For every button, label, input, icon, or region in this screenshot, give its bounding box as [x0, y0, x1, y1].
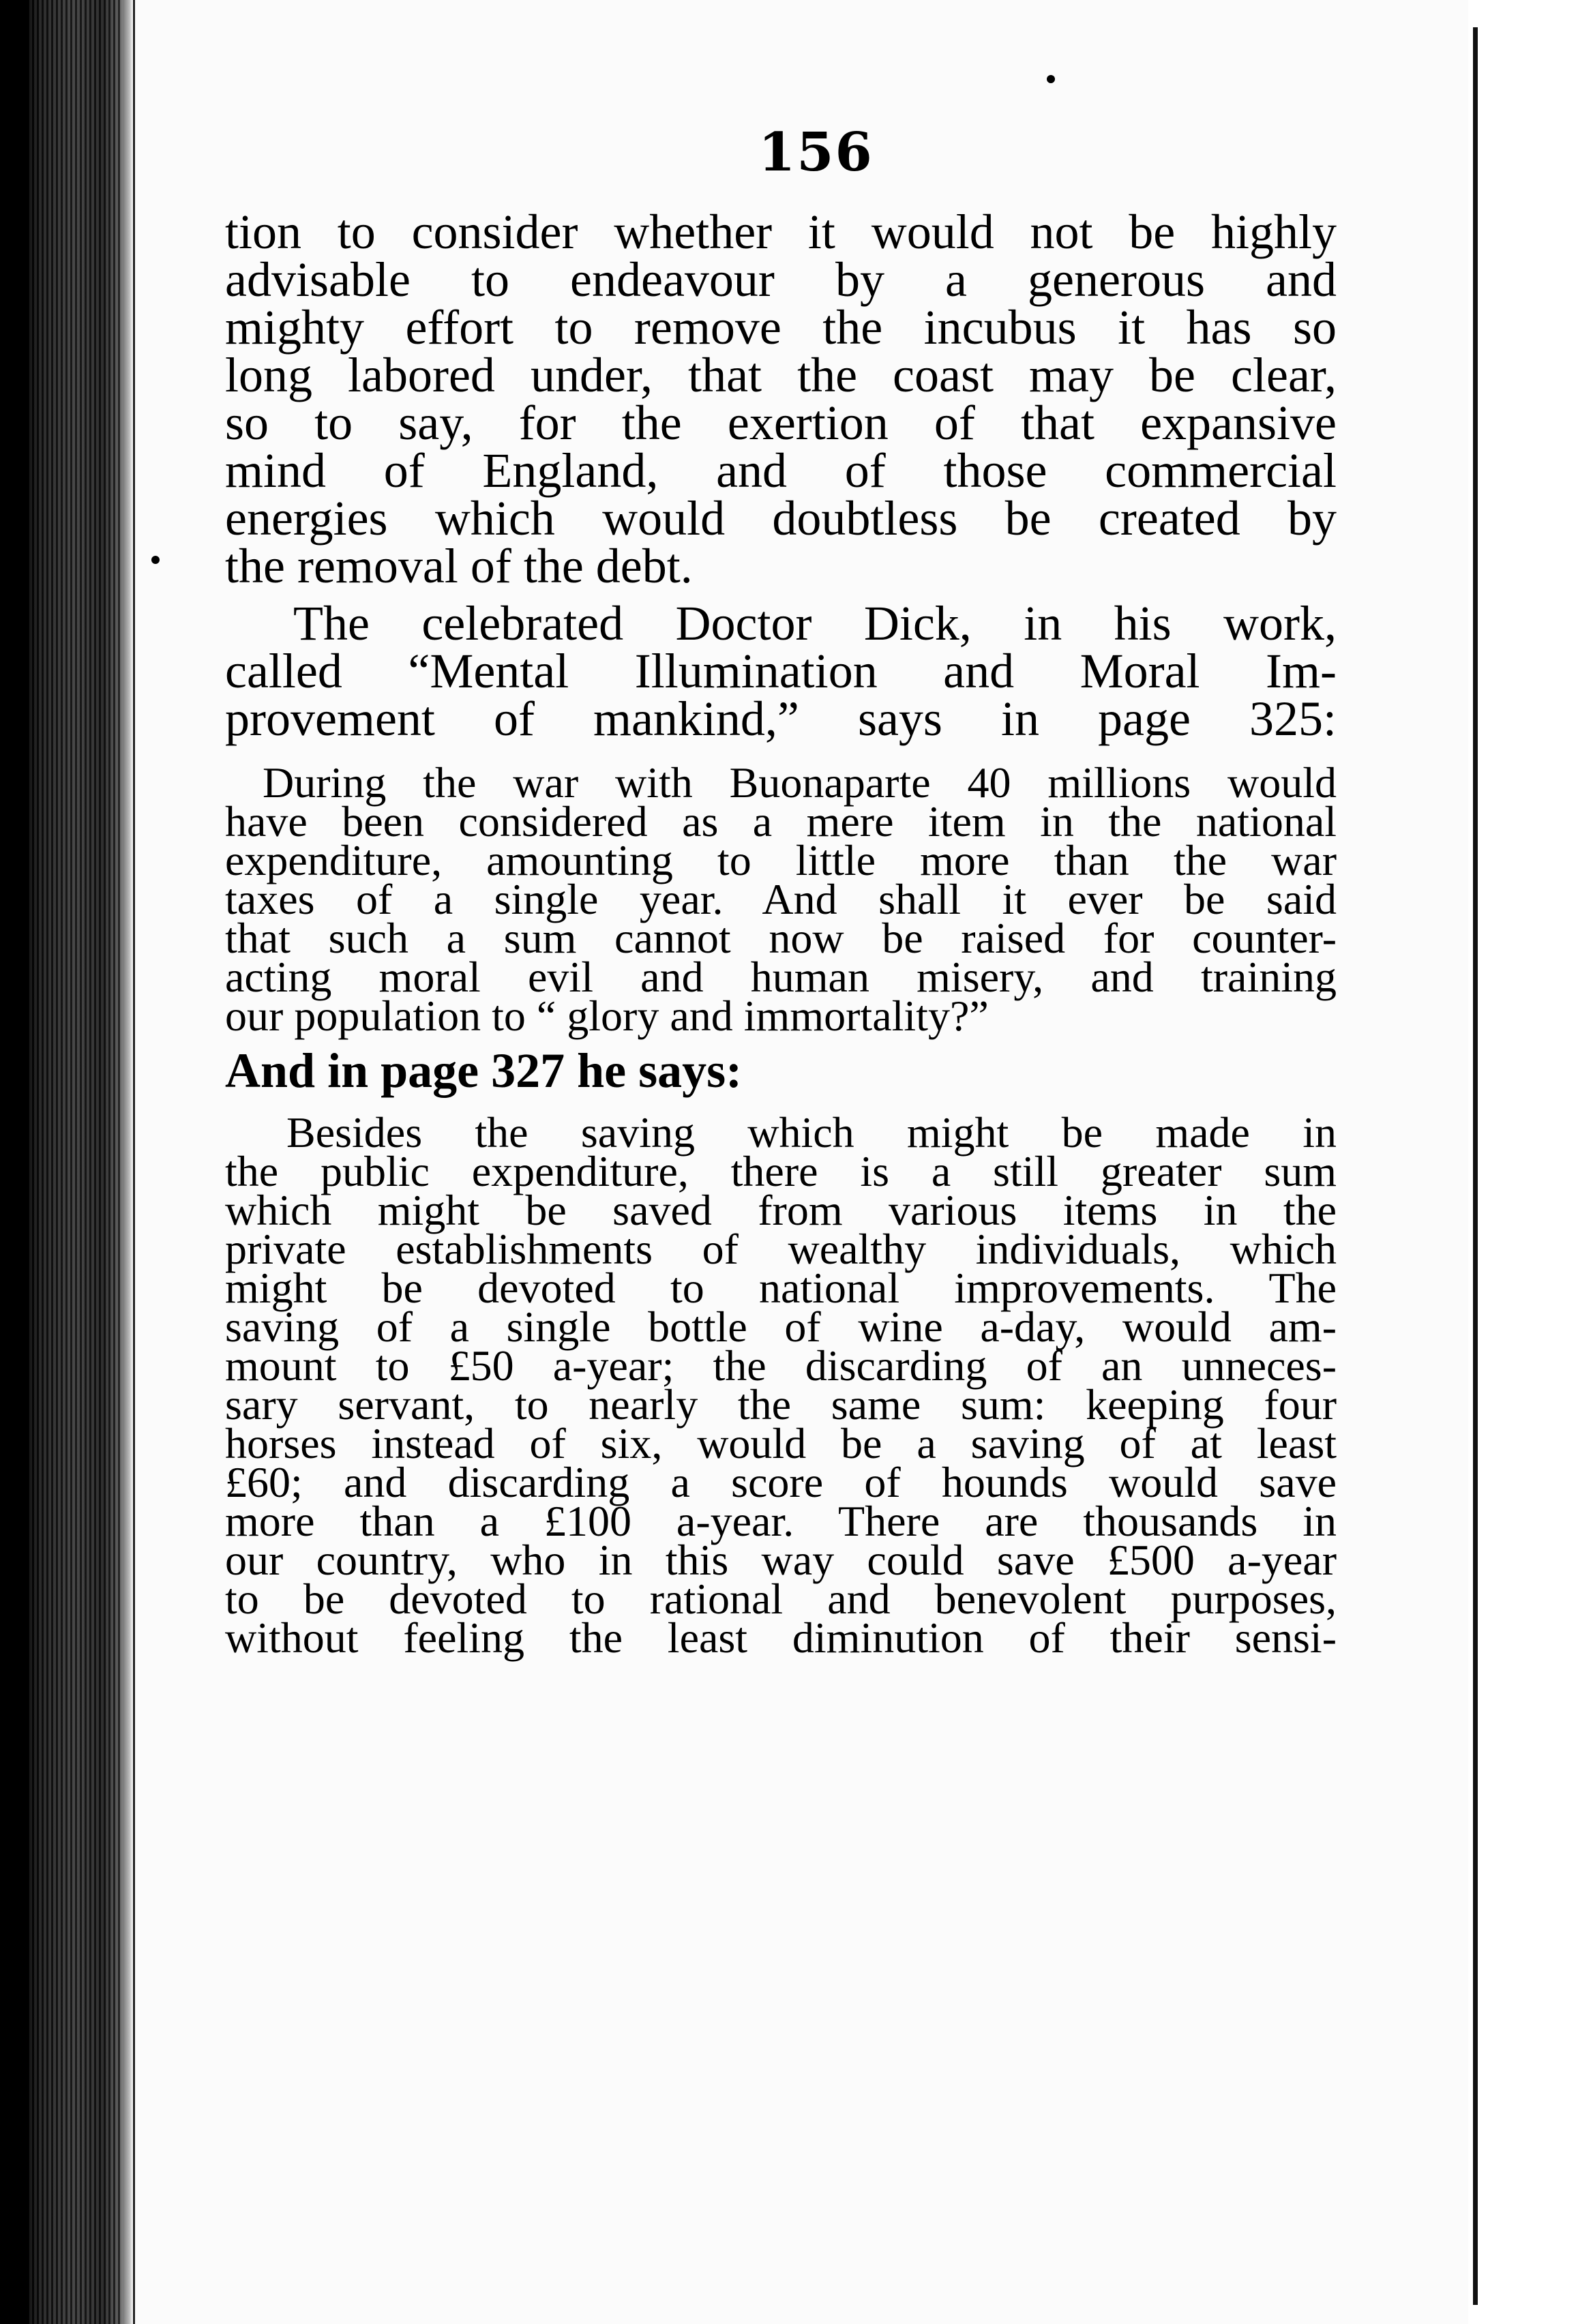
- paragraph-continuation: [225, 205, 1337, 593]
- text-line: £60; and discarding a score of hounds would save: [225, 1458, 1337, 1506]
- text-line: horses instead of six, would be a saving of at least: [225, 1419, 1337, 1468]
- text-line: Besides the saving which might be made in: [286, 1108, 1337, 1157]
- block-quote-page-325: [225, 758, 1337, 1040]
- text-line: mighty effort to remove the incubus it has so: [225, 300, 1337, 355]
- text-line: more than a £100 a-year. There are thousands in: [225, 1497, 1337, 1545]
- gutter-page-edges: [27, 0, 123, 2324]
- text-line: the removal of the debt.: [225, 539, 693, 593]
- text-line: sary servant, to nearly the same sum: keeping four: [225, 1380, 1337, 1429]
- text-line: might be devoted to national improvements. The: [225, 1264, 1337, 1312]
- paragraph-doctor-dick: [225, 596, 1337, 746]
- text-line: that such a sum cannot now be raised for counter-: [225, 914, 1337, 962]
- text-line: taxes of a single year. And shall it ever be said: [225, 875, 1337, 923]
- text-line: tion to consider whether it would not be highly: [225, 205, 1337, 259]
- block-quote-page-327: [225, 1108, 1337, 1662]
- text-line: our population to “ glory and immortality?”: [225, 992, 989, 1040]
- text-line: so to say, for the exertion of that expansive: [225, 396, 1337, 450]
- text-line: expenditure, amounting to little more than the war: [225, 836, 1337, 884]
- text-line: acting moral evil and human misery, and training: [225, 953, 1337, 1001]
- text-line: provement of mankind,” says in page 325:: [225, 691, 1337, 746]
- text-line: long labored under, that the coast may be clear,: [225, 348, 1337, 402]
- facing-page-edge: [1473, 27, 1478, 2305]
- page-number: 156: [758, 121, 874, 183]
- text-line: saving of a single bottle of wine a-day, would am-: [225, 1302, 1337, 1351]
- text-line: to be devoted to rational and benevolent purposes,: [225, 1575, 1337, 1623]
- text-line: The celebrated Doctor Dick, in his work,: [293, 596, 1337, 651]
- section-intro-page-327: And in page 327 he says:: [225, 1043, 743, 1098]
- text-line: During the war with Buonaparte 40 millions would: [263, 758, 1337, 807]
- text-line: mind of England, and of those commercial: [225, 443, 1337, 498]
- text-line: energies which would doubtless be created by: [225, 491, 1337, 546]
- facing-page-margin: [1478, 0, 1593, 2324]
- text-line: called “Mental Illumination and Moral Im-: [225, 644, 1337, 698]
- text-line: without feeling the least diminution of their sensi-: [225, 1613, 1337, 1662]
- text-line: which might be saved from various items in the: [225, 1186, 1337, 1234]
- text-line: the public expenditure, there is a still greater sum: [225, 1147, 1337, 1195]
- text-line: our country, who in this way could save £500 a-year: [225, 1536, 1337, 1584]
- text-line: have been considered as a mere item in the national: [225, 797, 1337, 846]
- text-line: mount to £50 a-year; the discarding of an unneces-: [225, 1341, 1337, 1390]
- ink-speck: [151, 556, 160, 564]
- text-line: private establishments of wealthy individuals, which: [225, 1225, 1337, 1273]
- ink-speck: [1047, 75, 1055, 83]
- page-body: [225, 205, 1337, 1662]
- text-line: advisable to endeavour by a generous and: [225, 252, 1337, 307]
